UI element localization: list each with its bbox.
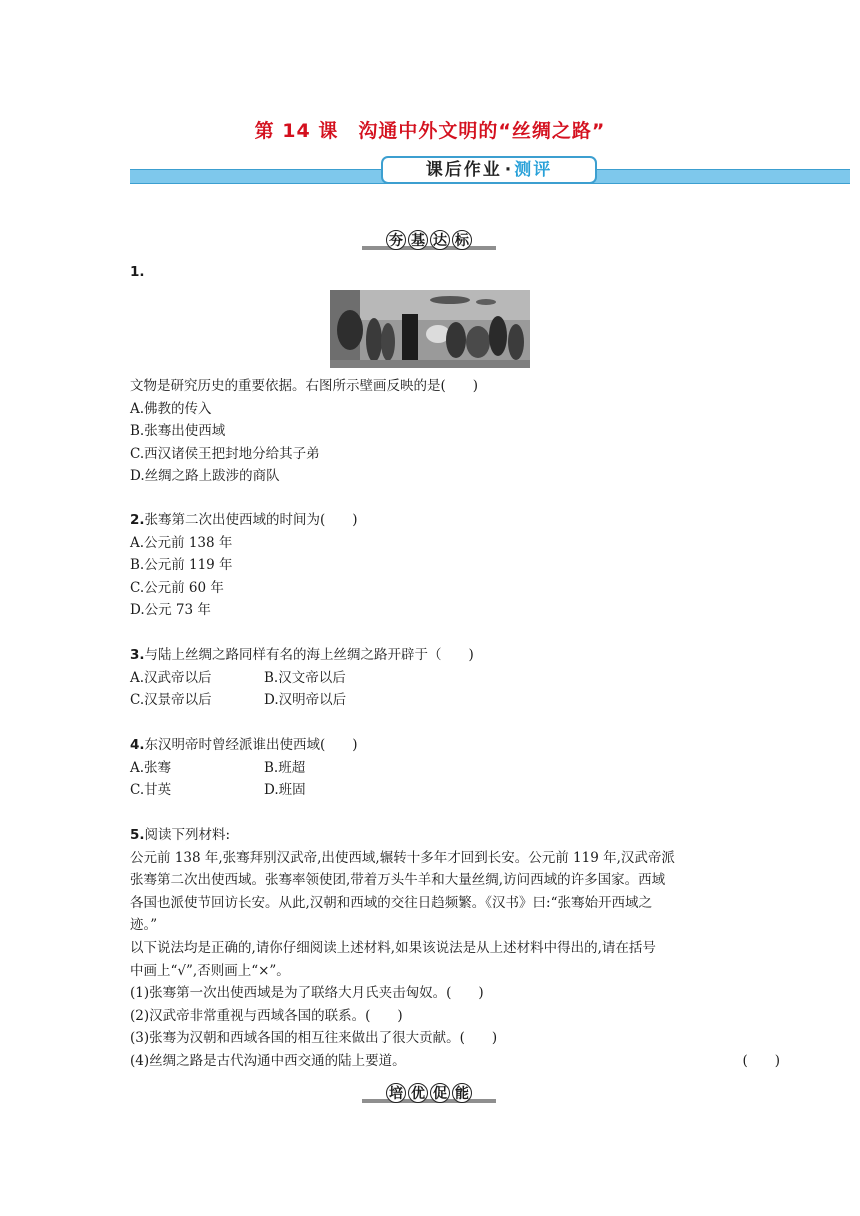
question-stem: 阅读下列材料: — [144, 827, 231, 843]
question-3 — [130, 644, 770, 712]
option-b: B.公元前 119 年 — [130, 557, 233, 574]
instruction-line: 中画上“√”,否则画上“×”。 — [130, 962, 290, 979]
question-number: 3. — [130, 647, 145, 663]
question-number: 1. — [130, 264, 145, 280]
option-b: B.张骞出使西域 — [130, 423, 226, 440]
option-a: A.汉武帝以后 — [130, 669, 212, 686]
section-char: 标 — [452, 230, 472, 250]
section-char: 优 — [408, 1083, 428, 1103]
judgement-item-2: (2)汉武帝非常重视与西域各国的联系。( ) — [130, 1007, 403, 1024]
banner-dot: · — [504, 160, 512, 180]
mural-illustration — [330, 290, 530, 368]
option-c: C.甘英 — [130, 782, 172, 799]
homework-banner — [381, 156, 597, 184]
question-1-number-block — [130, 261, 770, 284]
mural-image — [330, 290, 530, 368]
material-line: 各国也派使节回访长安。从此,汉朝和西域的交往日趋频繁。《汉书》曰:“张骞始开西域之 — [130, 894, 652, 911]
question-stem: 与陆上丝绸之路同样有名的海上丝绸之路开辟于（ ) — [144, 647, 474, 663]
section-heading-basic — [362, 232, 496, 254]
judgement-item-3: (3)张骞为汉朝和西域各国的相互往来做出了很大贡献。( ) — [130, 1030, 498, 1047]
section-char: 基 — [408, 230, 428, 250]
question-1 — [130, 375, 770, 488]
option-a: A.公元前 138 年 — [130, 534, 233, 551]
question-stem: 文物是研究历史的重要依据。右图所示壁画反映的是( ) — [130, 378, 479, 394]
lesson-title: 第 14 课 沟通中外文明的“丝绸之路” — [254, 120, 606, 142]
question-number: 4. — [130, 737, 145, 753]
question-4 — [130, 734, 770, 802]
material-line: 张骞第二次出使西域。张骞率领使团,带着万头牛羊和大量丝绸,访问西域的许多国家。西域 — [130, 872, 666, 889]
section-char: 夯 — [386, 230, 406, 250]
option-a: A.张骞 — [130, 759, 172, 776]
option-b: B.汉文帝以后 — [264, 669, 346, 686]
question-stem: 张骞第二次出使西域的时间为( ) — [144, 512, 358, 528]
section-char: 达 — [430, 230, 450, 250]
judgement-item-1: (1)张骞第一次出使西域是为了联络大月氏夹击匈奴。( ) — [130, 985, 484, 1002]
section-char: 培 — [386, 1083, 406, 1103]
question-stem: 东汉明帝时曾经派谁出使西域( ) — [144, 737, 358, 753]
judgement-item-4 — [130, 1050, 780, 1073]
question-number: 2. — [130, 512, 145, 528]
judgement-item-4-text: (4)丝绸之路是古代沟通中西交通的陆上要道。 — [130, 1052, 406, 1069]
option-d: D.丝绸之路上跋涉的商队 — [130, 468, 280, 485]
option-c: C.汉景帝以后 — [130, 692, 212, 709]
question-number: 5. — [130, 827, 145, 843]
material-line: 公元前 138 年,张骞拜别汉武帝,出使西域,辗转十多年才回到长安。公元前 119 年,汉武帝派 — [130, 849, 675, 866]
option-d: D.班固 — [264, 782, 306, 799]
section-char: 能 — [452, 1083, 472, 1103]
instruction-line: 以下说法均是正确的,请你仔细阅读上述材料,如果该说法是从上述材料中得出的,请在括号 — [130, 939, 656, 956]
option-d: D.公元 73 年 — [130, 602, 211, 619]
section-char: 促 — [430, 1083, 450, 1103]
option-c: C.公元前 60 年 — [130, 579, 224, 596]
section-heading-advanced — [362, 1085, 496, 1107]
option-a: A.佛教的传入 — [130, 400, 212, 417]
material-line: 迹。” — [130, 917, 158, 934]
question-2 — [130, 509, 770, 622]
banner-sub-text: 测评 — [514, 160, 553, 180]
option-d: D.汉明帝以后 — [264, 692, 347, 709]
option-c: C.西汉诸侯王把封地分给其子弟 — [130, 445, 320, 462]
banner-main-text: 课后作业 — [425, 160, 502, 180]
option-b: B.班超 — [264, 759, 306, 776]
judgement-item-4-paren: ( ) — [742, 1052, 780, 1069]
question-5 — [130, 824, 780, 1073]
